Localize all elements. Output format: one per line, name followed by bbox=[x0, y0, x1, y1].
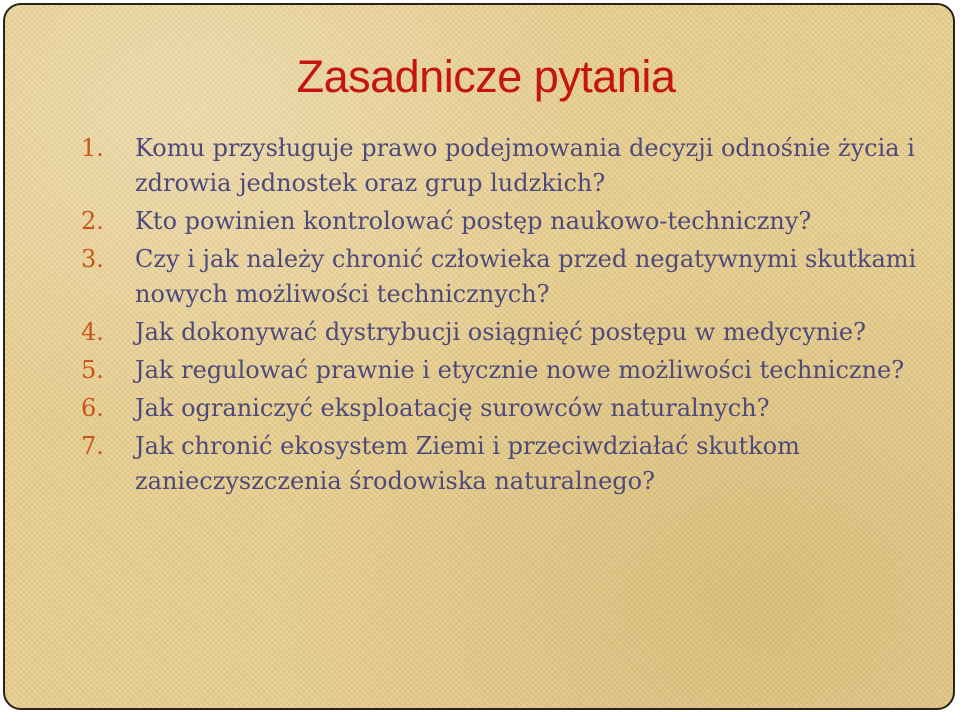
question-item bbox=[5, 242, 955, 312]
slide-title: Zasadnicze pytania bbox=[296, 51, 676, 102]
question-text: Komu przysługuje prawo podejmowania decyzji odnośnie życia i zdrowia jednostek oraz grup ludzkich? bbox=[135, 134, 915, 197]
question-number: 5. bbox=[81, 356, 104, 384]
question-text: Czy i jak należy chronić człowieka przed negatywnymi skutkami nowych możliwości technicznych? bbox=[135, 245, 917, 308]
question-number: 6. bbox=[81, 394, 104, 422]
question-item bbox=[5, 353, 955, 388]
question-text: Kto powinien kontrolować postęp naukowo-techniczny? bbox=[135, 207, 812, 235]
question-text: Jak chronić ekosystem Ziemi i przeciwdziałać skutkom zanieczyszczenia środowiska naturalnego? bbox=[135, 432, 800, 495]
question-text: Jak dokonywać dystrybucji osiągnięć postępu w medycynie? bbox=[135, 318, 866, 346]
slide bbox=[3, 3, 955, 710]
questions-list bbox=[5, 131, 955, 502]
question-number: 3. bbox=[81, 245, 104, 273]
question-item bbox=[5, 391, 955, 426]
question-item bbox=[5, 131, 955, 201]
question-item bbox=[5, 204, 955, 239]
question-number: 4. bbox=[81, 318, 104, 346]
question-text: Jak regulować prawnie i etycznie nowe możliwości techniczne? bbox=[135, 356, 905, 384]
question-item bbox=[5, 315, 955, 350]
question-number: 2. bbox=[81, 207, 104, 235]
question-number: 7. bbox=[81, 432, 104, 460]
question-text: Jak ograniczyć eksploatację surowców naturalnych? bbox=[135, 394, 770, 422]
question-item bbox=[5, 429, 955, 499]
question-number: 1. bbox=[81, 134, 104, 162]
